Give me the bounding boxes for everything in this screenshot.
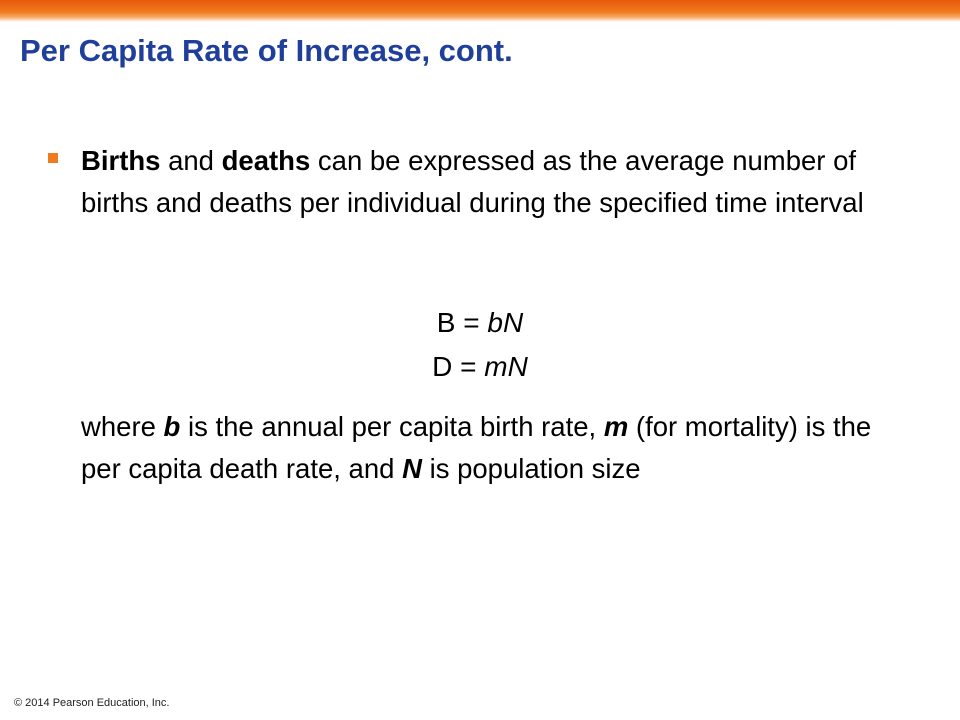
eq1-var: N [502,307,524,338]
expl-part4: is population size [421,453,641,484]
expl-var-N: N [402,453,422,484]
explanation-text [81,406,881,490]
expl-part3: (for mortality) is the per capita death rate, and [81,411,872,484]
slide-content [48,140,868,224]
expl-var-b: b [163,411,181,442]
eq2-coeff: m [484,351,508,382]
eq2-lhs: D [432,351,453,382]
bullet-text [81,145,864,218]
equation-deaths [0,345,960,389]
equations-block [0,301,960,389]
eq1-coeff: b [487,307,503,338]
term-deaths: deaths [221,145,311,176]
eq1-lhs: B [436,307,456,338]
eq2-var: N [507,351,528,382]
term-births: Births [81,145,161,176]
expl-part1: where [81,411,164,442]
top-accent-bar [0,0,960,22]
bullet-item [48,140,868,224]
slide-title: Per Capita Rate of Increase, cont. [20,33,513,68]
equation-births [0,301,960,345]
bullet-rest: can be expressed as the average number of births and deaths per individual during the specified time interval [81,145,864,218]
expl-var-m: m [603,411,629,442]
eq1-equals: = [463,307,480,338]
bullet-and: and [160,145,222,176]
square-bullet-icon [48,153,58,163]
expl-part2: is the annual per capita birth rate, [180,411,604,442]
eq2-equals: = [460,351,477,382]
copyright-footer: © 2014 Pearson Education, Inc. [14,697,170,709]
